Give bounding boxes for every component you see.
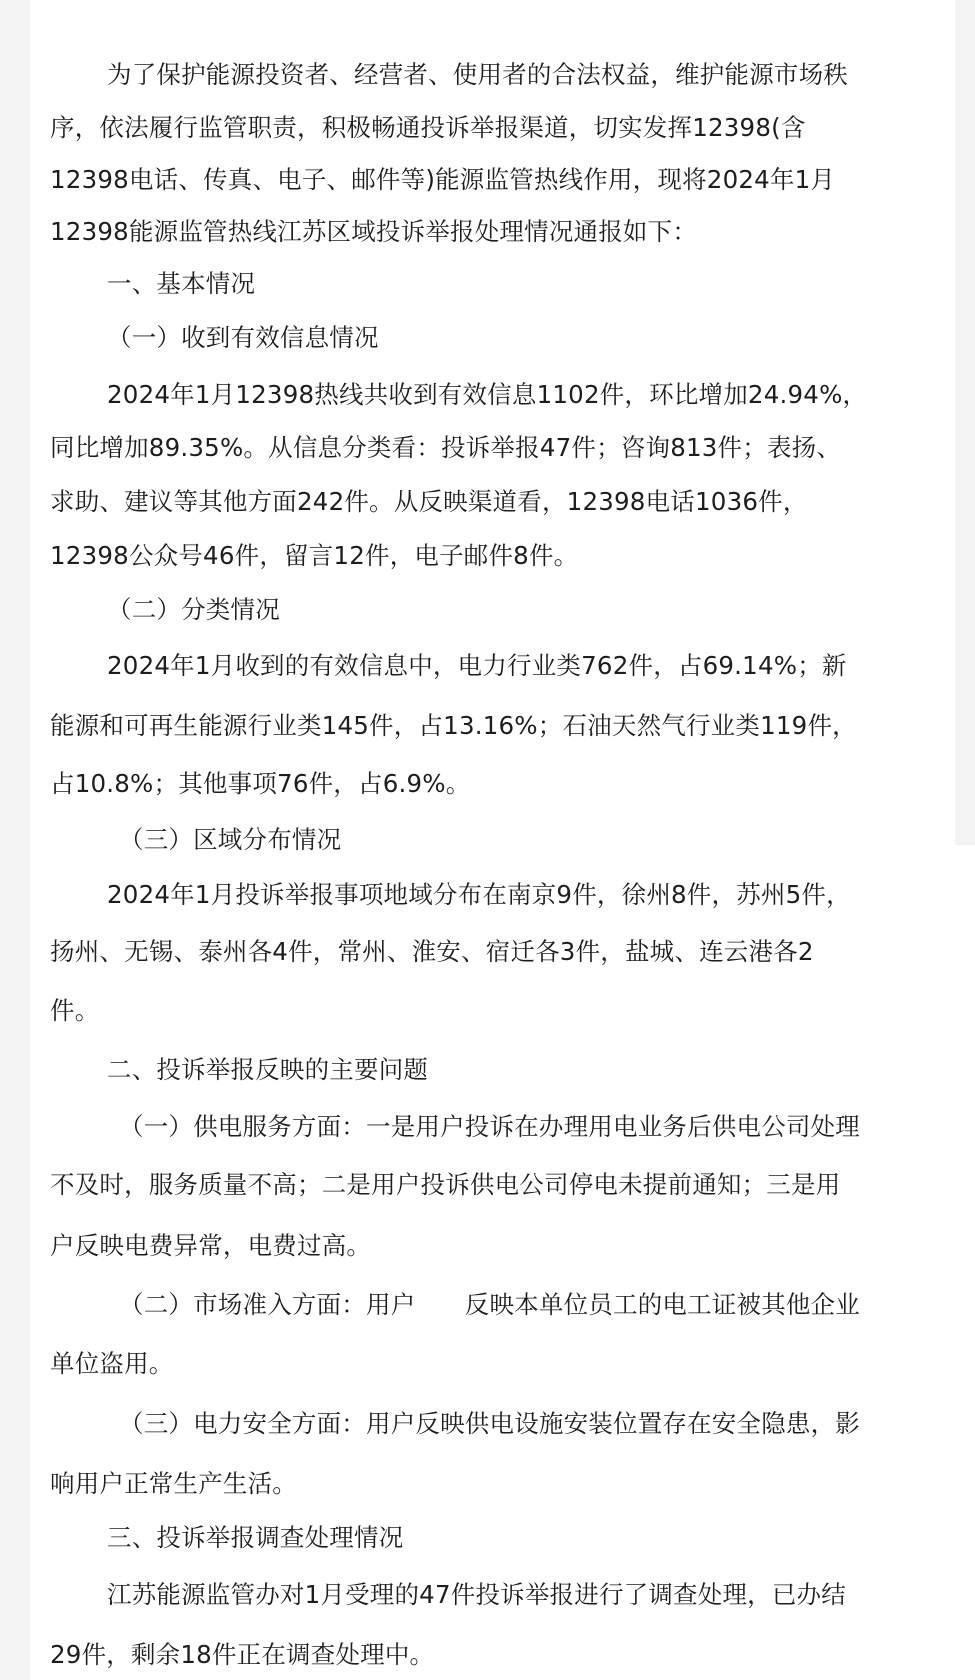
- paragraph-line: 同比增加89.35%。从信息分类看：投诉举报47件；咨询813件；表扬、: [50, 433, 842, 462]
- intro-line-2: 序，依法履行监管职责，积极畅通投诉举报渠道，切实发挥12398(含: [50, 113, 806, 142]
- intro-line-4: 12398能源监管热线江苏区域投诉举报处理情况通报如下：: [50, 217, 698, 246]
- paragraph-line: 江苏能源监管办对1月受理的47件投诉举报进行了调查处理，已办结: [107, 1580, 846, 1609]
- paragraph-line: 件。: [50, 996, 100, 1025]
- subheading-1-3: （三）区域分布情况: [119, 825, 342, 854]
- paragraph-line: （三）电力安全方面：用户反映供电设施安装位置存在安全隐患，影: [119, 1409, 860, 1438]
- section-heading-1: 一、基本情况: [107, 269, 256, 298]
- section-heading-3: 三、投诉举报调查处理情况: [107, 1523, 404, 1552]
- paragraph-line: （二）市场准入方面：用户 反映本单位员工的电工证被其他企业: [119, 1290, 860, 1319]
- subheading-1-2: （二）分类情况: [107, 595, 280, 624]
- paragraph-line: 2024年1月12398热线共收到有效信息1102件，环比增加24.94%，: [107, 380, 868, 409]
- paragraph-line: （一）供电服务方面：一是用户投诉在办理用电业务后供电公司处理: [119, 1112, 860, 1141]
- paragraph-line: 29件，剩余18件正在调查处理中。: [50, 1640, 435, 1669]
- section-heading-2: 二、投诉举报反映的主要问题: [107, 1055, 429, 1084]
- paragraph-line: 扬州、无锡、泰州各4件，常州、淮安、宿迁各3件，盐城、连云港各2: [50, 937, 814, 966]
- paragraph-line: 12398公众号46件，留言12件，电子邮件8件。: [50, 541, 579, 570]
- paragraph-line: 单位盗用。: [50, 1349, 174, 1378]
- paragraph-line: 户反映电费异常，电费过高。: [50, 1231, 372, 1260]
- subheading-1-1: （一）收到有效信息情况: [107, 323, 379, 352]
- paragraph-line: 占10.8%；其他事项76件，占6.9%。: [50, 769, 471, 798]
- paragraph-line: 求助、建议等其他方面242件。从反映渠道看，12398电话1036件，: [50, 487, 808, 516]
- intro-line-3: 12398电话、传真、电子、邮件等)能源监管热线作用，现将2024年1月: [50, 165, 836, 194]
- paragraph-line: 响用户正常生产生活。: [50, 1469, 297, 1498]
- paragraph-line: 不及时，服务质量不高；二是用户投诉供电公司停电未提前通知；三是用: [50, 1170, 841, 1199]
- paragraph-line: 能源和可再生能源行业类145件，占13.16%；石油天然气行业类119件，: [50, 711, 857, 740]
- intro-line-1: 为了保护能源投资者、经营者、使用者的合法权益，维护能源市场秩: [107, 60, 848, 89]
- paragraph-line: 2024年1月收到的有效信息中，电力行业类762件，占69.14%；新: [107, 651, 847, 680]
- paragraph-line: 2024年1月投诉举报事项地域分布在南京9件，徐州8件，苏州5件，: [107, 880, 851, 909]
